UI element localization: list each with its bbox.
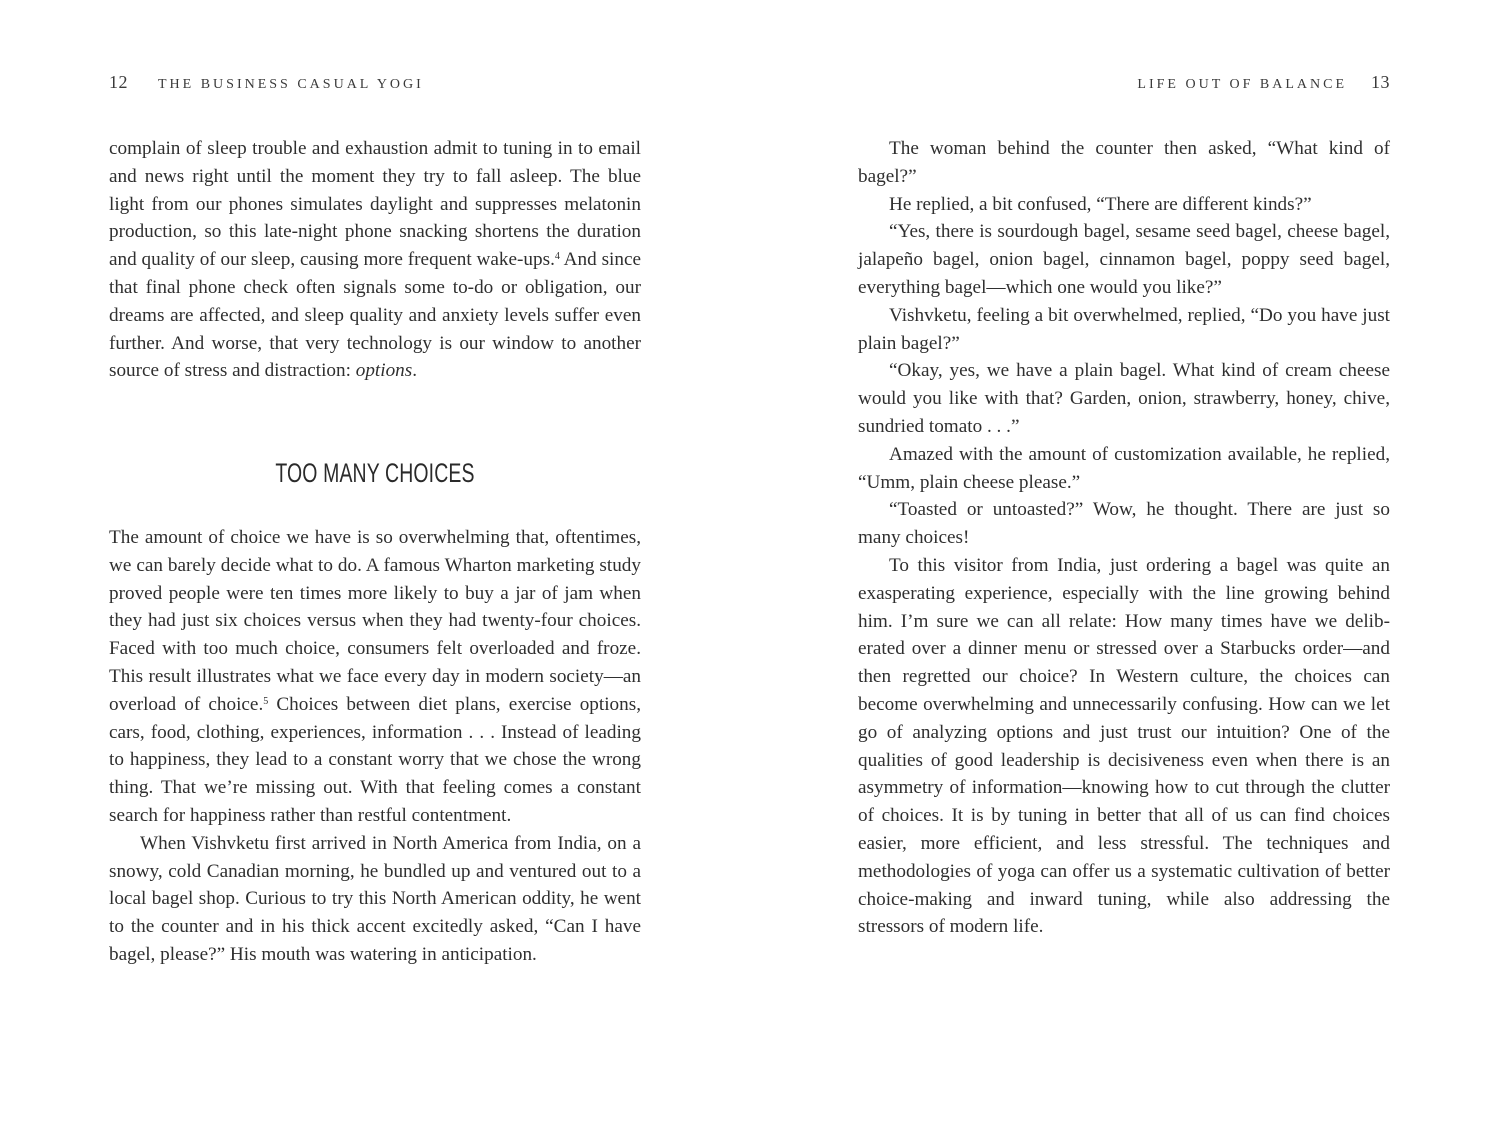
choice-text-part-2: Choices between diet plans, exercise options, cars, food, clothing, experiences, information . . . Instead of leading to happiness, they lead to a constant worry that we chose the wrong thing. That we’re missing out. With that feeling comes a constant search for happiness rather than restful contentment. (109, 693, 641, 826)
paragraph: “Toasted or untoasted?” Wow, he thought. There are just so many choices! (858, 499, 1390, 549)
paragraph: He replied, a bit confused, “There are different kinds?” (889, 193, 1312, 215)
choice-text-part-1: The amount of choice we have is so overwhelming that, oftentimes, we can barely decide what to do. A famous Wharton marketing study proved people were ten times more likely to buy a jar of jam when they had just six choices versus when they had twenty-four choices. Faced with too much choice, consumers felt overloaded and froze. This result illustrates what we face every day in modern society—an overload of choice. (109, 527, 641, 715)
left-top-text (109, 135, 641, 385)
paragraph: To this visitor from India, just ordering a bagel was quite an exasperating experience, especially with the line growing behind him. I’m sure we can all relate: How many times have we deliberated over a dinner menu or stressed over a Starbucks order—and then regretted our choice? In Western culture, the choices can become overwhelming and unnecessarily confusing. How can we let go of analyzing options and just trust our intuition? One of the qualities of good leadership is decisiveness even when there is an asymmetry of information—knowing how to cut through the clutter of choices. It is by tuning in better that all of us can find choices easier, more efficient, and less stressful. The techniques and methodologies of yoga can offer us a systematic cultivation of better choice-making and inward tuning, while also addressing the stressors of modern life. (858, 554, 1390, 938)
left-running-head (109, 72, 641, 96)
sleep-paragraph (109, 135, 641, 385)
right-running-head (858, 72, 1390, 96)
paragraph: The woman behind the counter then asked, “What kind of bagel?” (858, 138, 1390, 187)
chapter-title-header: LIFE OUT OF BALANCE (1137, 77, 1347, 92)
paragraph: Vishvketu, feeling a bit overwhelmed, replied, “Do you have just plain bagel?” (858, 304, 1390, 354)
left-bottom-text (109, 524, 641, 969)
note-ref-5: 5 (263, 695, 269, 707)
note-ref-4: 4 (554, 251, 560, 263)
options-emphasis: options (355, 360, 413, 382)
right-page (858, 0, 1390, 1125)
section-heading: TOO MANY CHOICES (275, 458, 475, 488)
paragraph: “Yes, there is sourdough bagel, sesame seed bagel, cheese bagel, jalapeño bagel, onion bagel, cinnamon bagel, poppy seed bagel, everything bagel—which one would you like?” (858, 221, 1390, 298)
sleep-text-part-2: And since that final phone check often signals some to-do or obligation, our dreams are affected, and sleep quality and anxiety levels suffer even further. And worse, that very technology is our window to another source of stress and distraction: (109, 249, 641, 382)
right-page-number: 13 (1371, 72, 1390, 92)
choice-paragraph (109, 524, 641, 830)
sleep-text-closing: . (412, 360, 418, 382)
right-text (858, 135, 1390, 941)
paragraph: Amazed with the amount of customization available, he replied, “Umm, plain cheese please.” (858, 443, 1390, 493)
book-title-header: THE BUSINESS CASUAL YOGI (158, 77, 424, 92)
bagel-paragraph: When Vishvketu first arrived in North America from India, on a snowy, cold Canadian morning, he bundled up and ventured out to a local bagel shop. Curious to try this North American oddity, he went to the counter and in his thick accent excitedly asked, “Can I have bagel, please?” His mouth was watering in anticipation. (109, 832, 641, 965)
left-page (109, 0, 641, 1125)
paragraph: “Okay, yes, we have a plain bagel. What kind of cream cheese would you like with that? Garden, onion, strawberry, honey, chive, sundried tomato . . .” (858, 360, 1390, 437)
left-page-number: 12 (109, 72, 128, 92)
sleep-text-part-1: complain of sleep trouble and exhaustion admit to tuning in to email and news right until the moment they try to fall asleep. The blue light from our phones simulates daylight and suppresses melatonin production, so this late-night phone snacking shortens the duration and quality of our sleep, causing more frequent wake-ups. (109, 138, 641, 271)
